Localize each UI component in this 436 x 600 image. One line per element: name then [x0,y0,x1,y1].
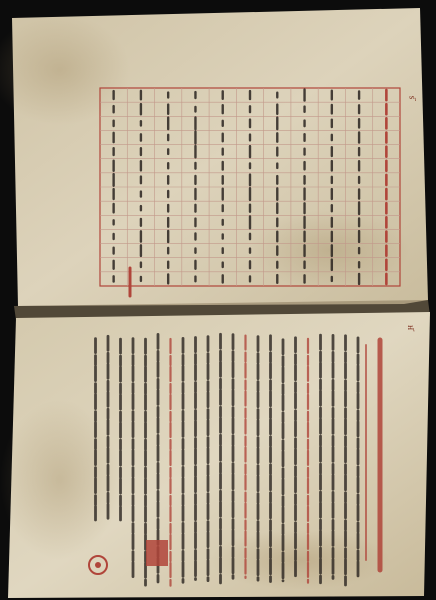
bottom-page [0,312,430,598]
red-ornament-inner [95,562,101,568]
bottom-page-stain [0,400,120,560]
bottom-page-folio: н҃ [404,325,415,330]
bottom-page-stain-2 [210,530,390,590]
top-page [0,8,428,306]
top-page-folio: ѕ҃ [406,95,417,100]
red-initial [146,540,168,566]
